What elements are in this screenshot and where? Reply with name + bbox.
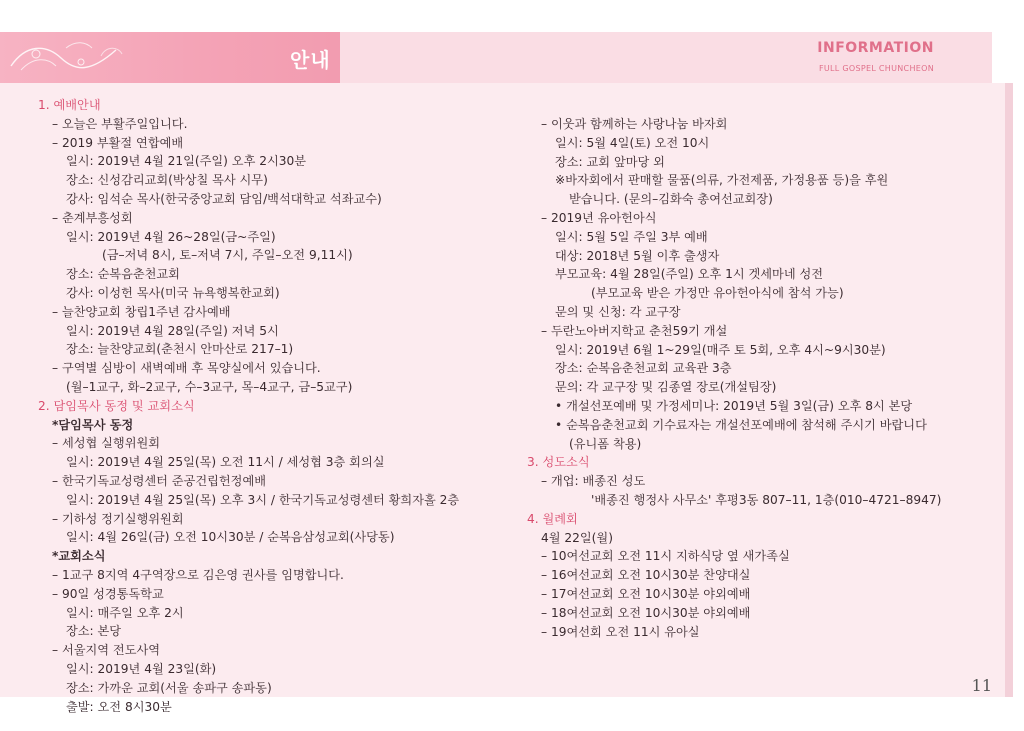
notice-line: – 90일 성경통독학교 <box>52 586 164 601</box>
notice-line: – 17여선교회 오전 10시30분 야외예배 <box>541 586 751 601</box>
notice-line: – 2019년 유아헌아식 <box>541 210 657 225</box>
notice-line: – 늘찬양교회 창립1주년 감사예배 <box>52 304 231 319</box>
notice-line: (금–저녁 8시, 토–저녁 7시, 주일–오전 9,11시) <box>102 248 353 263</box>
notice-line: ※바자회에서 판매할 물품(의류, 가전제품, 가정용품 등)을 후원 <box>555 173 889 188</box>
notice-line: 부모교육: 4월 28일(주일) 오후 1시 겟세마네 성전 <box>555 267 824 282</box>
notice-line: '배종진 행정사 사무소' 후평3동 807–11, 1층(010–4721–8947) <box>591 492 942 507</box>
section-heading: 3. 성도소식 <box>527 455 590 470</box>
notice-line: 문의: 각 교구장 및 김종열 장로(개설팀장) <box>555 380 777 395</box>
notice-line: 장소: 늘찬양교회(춘천시 안마산로 217–1) <box>66 342 294 357</box>
notice-line: (월–1교구, 화–2교구, 수–3교구, 목–4교구, 금–5교구) <box>66 379 353 394</box>
notice-line: *담임목사 동정 <box>52 417 134 432</box>
notice-line: 대상: 2018년 5월 이후 출생자 <box>555 248 720 263</box>
page-header <box>0 32 1024 83</box>
notice-line: 강사: 임석순 목사(한국중앙교회 담임/백석대학교 석좌교수) <box>66 191 382 206</box>
notice-line: 일시: 2019년 4월 28일(주일) 저녁 5시 <box>66 323 279 338</box>
notice-line: – 18여선교회 오전 10시30분 야외예배 <box>541 605 751 620</box>
notice-line: 장소: 신성감리교회(박상칠 목사 시무) <box>66 173 268 188</box>
page-title: 안내 <box>290 48 331 72</box>
notice-line: 장소: 교회 앞마당 외 <box>555 154 665 169</box>
notice-line: – 두란노아버지학교 춘천59기 개설 <box>541 323 728 338</box>
section-heading: 2. 담임목사 동정 및 교회소식 <box>38 398 195 413</box>
notice-line: – 개업: 배종진 성도 <box>541 474 646 489</box>
left-column <box>38 96 508 716</box>
notice-line: 일시: 2019년 6월 1~29일(매주 토 5회, 오후 4시~9시30분) <box>555 342 886 357</box>
notice-line: – 구역별 심방이 새벽예배 후 목양실에서 있습니다. <box>52 361 321 376</box>
notice-line: 받습니다. (문의–김화숙 총여선교회장) <box>569 192 773 207</box>
notice-line: 장소: 가까운 교회(서울 송파구 송파동) <box>66 680 272 695</box>
notice-line: *교회소식 <box>52 549 106 564</box>
floral-ornament-icon <box>6 36 126 80</box>
notice-line: 일시: 2019년 4월 25일(목) 오후 3시 / 한국기독교성령센터 황희자홀 2층 <box>66 492 460 507</box>
notice-line: • 순복음춘천교회 기수료자는 개설선포예배에 참석해 주시기 바랍니다 <box>555 417 927 432</box>
notice-line: 일시: 5월 5일 주일 3부 예배 <box>555 229 708 244</box>
church-name-label: FULL GOSPEL CHUNCHEON <box>818 64 934 73</box>
notice-line: – 이웃과 함께하는 사랑나눔 바자회 <box>541 117 728 131</box>
notice-line: – 기하성 정기실행위원회 <box>52 511 184 526</box>
notice-line: 장소: 순복음춘천교회 교육관 3층 <box>555 361 732 376</box>
notice-line: – 춘계부흥성회 <box>52 210 133 225</box>
notice-line: – 19여선회 오전 11시 유아실 <box>541 624 700 639</box>
notice-line: 일시: 5월 4일(토) 오전 10시 <box>555 135 710 150</box>
right-column <box>527 115 982 641</box>
information-label: INFORMATION <box>817 40 934 56</box>
notice-line: 문의 및 신청: 각 교구장 <box>555 304 681 319</box>
notice-line: 출발: 오전 8시30분 <box>66 699 172 714</box>
notice-line: • 개설선포예배 및 가정세미나: 2019년 5월 3일(금) 오후 8시 본당 <box>555 398 913 413</box>
notice-line: – 한국기독교성령센터 준공건립헌정예배 <box>52 473 266 488</box>
header-banner <box>0 32 340 83</box>
header-right-band <box>340 32 992 83</box>
notice-line: – 10여선교회 오전 11시 지하식당 옆 새가족실 <box>541 549 790 564</box>
notice-line: 장소: 본당 <box>66 624 122 639</box>
notice-line: 장소: 순복음춘천교회 <box>66 267 180 282</box>
notice-line: – 오늘은 부활주일입니다. <box>52 116 188 131</box>
section-heading: 1. 예배안내 <box>38 98 101 112</box>
notice-line: 일시: 2019년 4월 21일(주일) 오후 2시30분 <box>66 154 307 169</box>
notice-line: – 세성협 실행위원회 <box>52 436 161 451</box>
notice-line: 일시: 2019년 4월 25일(목) 오전 11시 / 세성협 3층 회의실 <box>66 455 385 470</box>
notice-line: 강사: 이성헌 목사(미국 뉴욕행복한교회) <box>66 285 280 300</box>
section-heading: 4. 월례회 <box>527 511 578 526</box>
notice-line: 일시: 매주일 오후 2시 <box>66 605 184 620</box>
notice-line: – 16여선교회 오전 10시30분 찬양대실 <box>541 568 751 583</box>
notice-line: – 서울지역 전도사역 <box>52 643 161 658</box>
notice-line: (유니폼 착용) <box>569 436 642 451</box>
notice-line: 일시: 2019년 4월 26~28일(금~주일) <box>66 229 276 244</box>
notice-line: – 2019 부활절 연합예배 <box>52 135 184 150</box>
notice-line: 일시: 4월 26일(금) 오전 10시30분 / 순복음삼성교회(사당동) <box>66 530 395 545</box>
notice-line: – 1교구 8지역 4구역장으로 김은영 권사를 임명합니다. <box>52 567 344 582</box>
notice-line: 4월 22일(월) <box>541 530 613 545</box>
notice-line: 일시: 2019년 4월 23일(화) <box>66 661 217 676</box>
notice-line: (부모교육 받은 가정만 유아헌아식에 참석 가능) <box>591 286 844 301</box>
page-edge <box>1005 83 1013 697</box>
page-number: 11 <box>971 676 992 695</box>
